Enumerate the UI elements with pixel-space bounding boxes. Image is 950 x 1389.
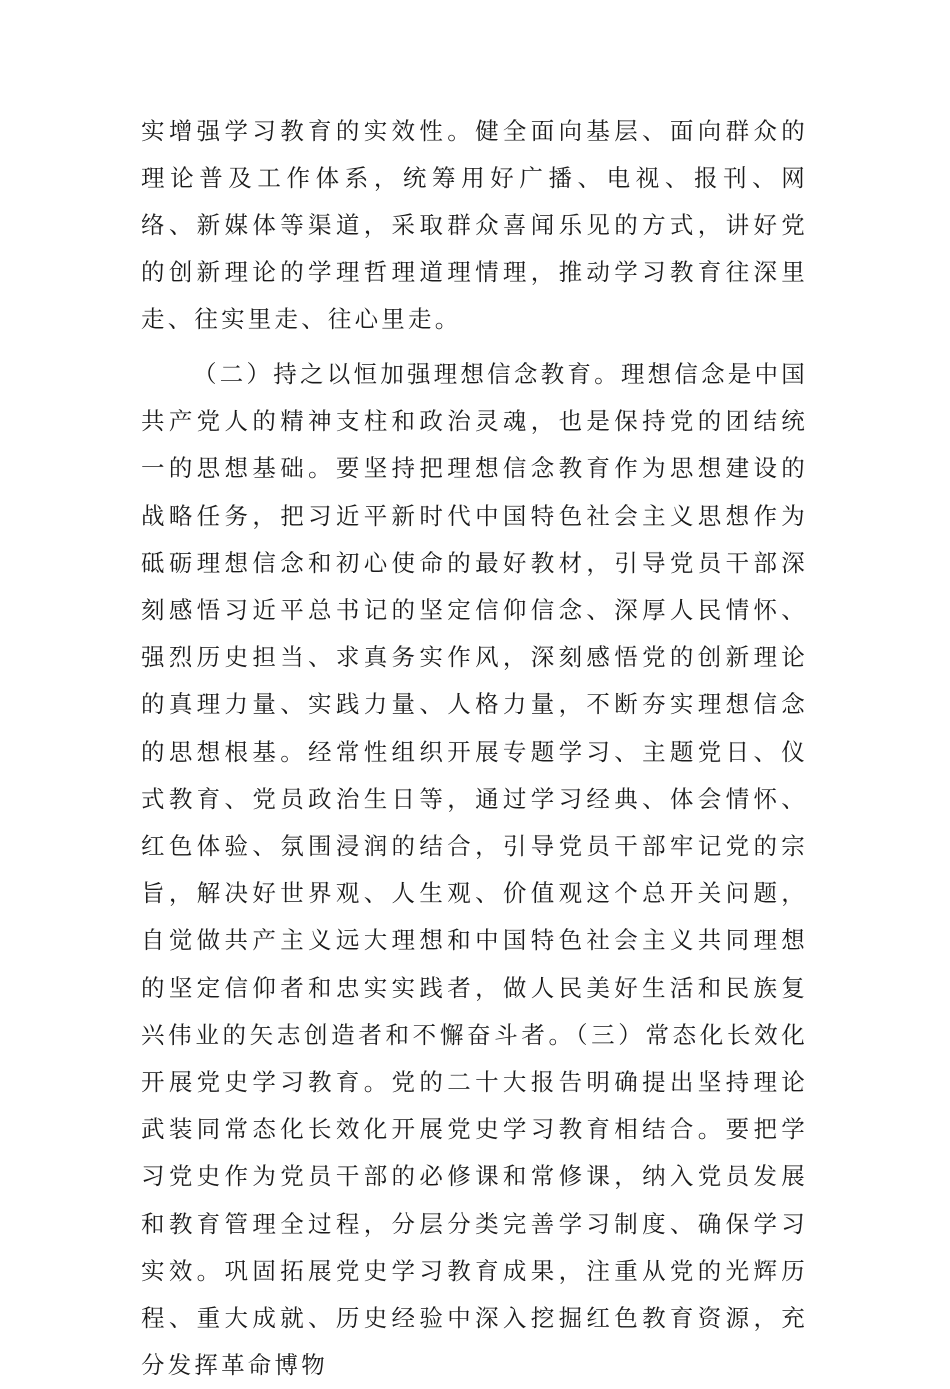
document-body [141,108,808,1389]
paragraph-ideals-education-text: （二）持之以恒加强理想信念教育。理想信念是中国共产党人的精神支柱和政治灵魂，也是保持党的团结统一的思想基础。要坚持把理想信念教育作为思想建设的战略任务，把习近平新时代中国特色社会主义思想作为砥砺理想信念和初心使命的最好教材，引导党员干部深刻感悟习近平总书记的坚定信仰信念、深厚人民情怀、强烈历史担当、求真务实作风，深刻感悟党的创新理论的真理力量、实践力量、人格力量，不断夯实理想信念的思想根基。经常性组织开展专题学习、主题党日、仪式教育、党员政治生日等，通过学习经典、体会情怀、红色体验、氛围浸润的结合，引导党员干部牢记党的宗旨，解决好世界观、人生观、价值观这个总开关问题，自觉做共产主义远大理想和中国特色社会主义共同理想的坚定信仰者和忠实实践者，做人民美好生活和民族复兴伟业的矢志创造者和不懈奋斗者。（三）常态化长效化开展党史学习教育。党的二十大报告明确提出坚持理论武装同常态化长效化开展党史学习教育相结合。要把学习党史作为党员干部的必修课和常修课，纳入党员发展和教育管理全过程，分层分类完善学习制度、确保学习实效。巩固拓展党史学习教育成果，注重从党的光辉历程、重大成就、历史经验中深入挖掘红色教育资源，充分发挥革命博物 [141,360,808,1380]
paragraph-ideals-education [141,351,808,1389]
paragraph-theory-popularization: 实增强学习教育的实效性。健全面向基层、面向群众的理论普及工作体系，统筹用好广播、电视、报刊、网络、新媒体等渠道，采取群众喜闻乐见的方式，讲好党的创新理论的学理哲理道理情理，推动学习教育往深里走、往实里走、往心里走。 [141,117,808,333]
